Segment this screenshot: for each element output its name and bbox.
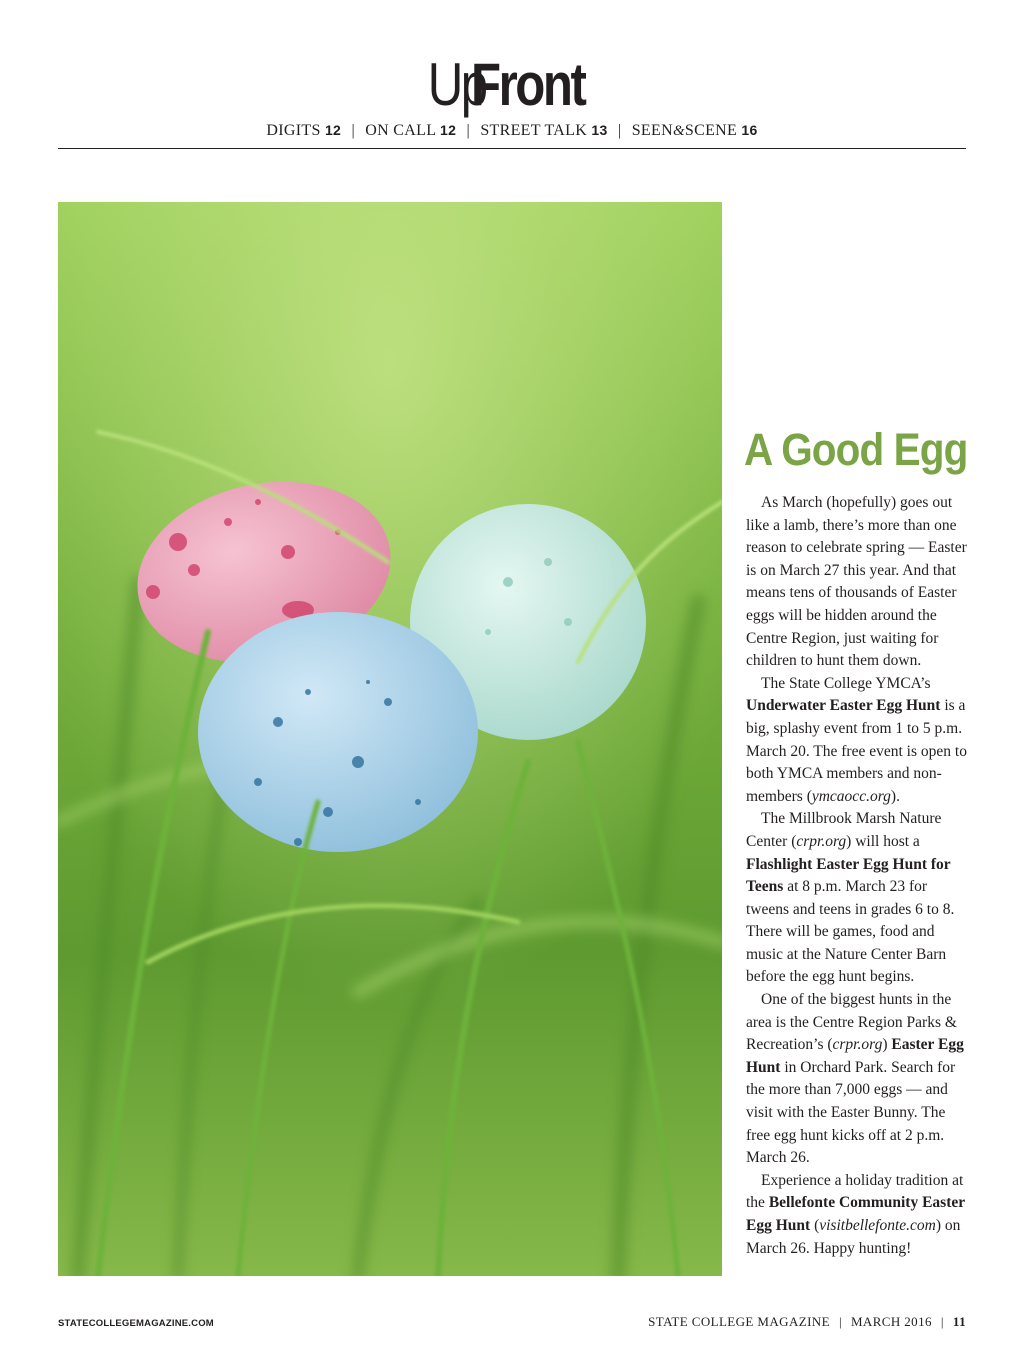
article-paragraph: Experience a holiday tradition at the Bellefonte Community Easter Egg Hunt (visitbellefonte.com) on March 26. Happy hunting! — [746, 1171, 965, 1257]
footer-issue: STATE COLLEGE MAGAZINE | MARCH 2016 | 11 — [648, 1314, 966, 1329]
article-paragraph: As March (hopefully) goes out like a lamb, there’s more than one reason to celebrate spring — Easter is on March 27 this year. And that means tens of thousands of Easter eggs will be hidden around the Centre Region, just waiting for children to hunt them down. — [746, 494, 967, 670]
article-paragraph: The Millbrook Marsh Nature Center (crpr.org) will host a Flashlight Easter Egg Hunt for Teens at 8 p.m. March 23 for tweens and teens in grades 6 to 8. There will be games, food and music at the Nature Center Barn before the egg hunt begins. — [746, 810, 955, 986]
nav-item-digits[interactable]: DIGITS 12 — [266, 122, 342, 139]
footer-website[interactable]: STATECOLLEGEMAGAZINE.COM — [58, 1318, 214, 1329]
logo-up: Up — [427, 51, 486, 118]
nav-item-on-call[interactable]: ON CALL 12 — [365, 122, 457, 139]
crpr-link[interactable]: crpr.org — [832, 1036, 883, 1054]
header-rule — [58, 148, 966, 149]
nav-item-street-talk[interactable]: STREET TALK 13 — [480, 122, 608, 139]
article-paragraph: The State College YMCA’s Underwater Easter Egg Hunt is a big, splashy event from 1 to 5 p.m. March 20. The free event is open to both YMCA members and non-members (ymcaocc.org). — [746, 674, 967, 805]
crpr-link[interactable]: crpr.org — [796, 832, 847, 850]
ymca-link[interactable]: ymcaocc.org — [811, 787, 891, 805]
nav-item-seen-scene[interactable]: SEEN&SCENE 16 — [631, 122, 758, 139]
nav-separator: | — [617, 122, 622, 139]
article-headline: A Good Egg — [744, 424, 968, 475]
blue-egg — [198, 612, 478, 852]
masthead — [0, 50, 1024, 120]
logo-front: Front — [471, 51, 585, 118]
easter-eggs-photo — [58, 202, 722, 1276]
article-paragraph: One of the biggest hunts in the area is the Centre Region Parks & Recreation’s (crpr.org) Easter Egg Hunt in Orchard Park. Search for the more than 7,000 eggs — and visit with the Easter Bunny. The free egg hunt kicks off at 2 p.m. March 26. — [746, 991, 964, 1167]
page-number: 11 — [952, 1314, 966, 1329]
article-body — [746, 492, 972, 1260]
section-logo — [0, 50, 1024, 120]
bellefonte-link[interactable]: visitbellefonte.com — [819, 1217, 936, 1234]
section-nav — [0, 122, 1024, 140]
nav-separator: | — [351, 122, 355, 139]
nav-separator: | — [466, 122, 471, 139]
